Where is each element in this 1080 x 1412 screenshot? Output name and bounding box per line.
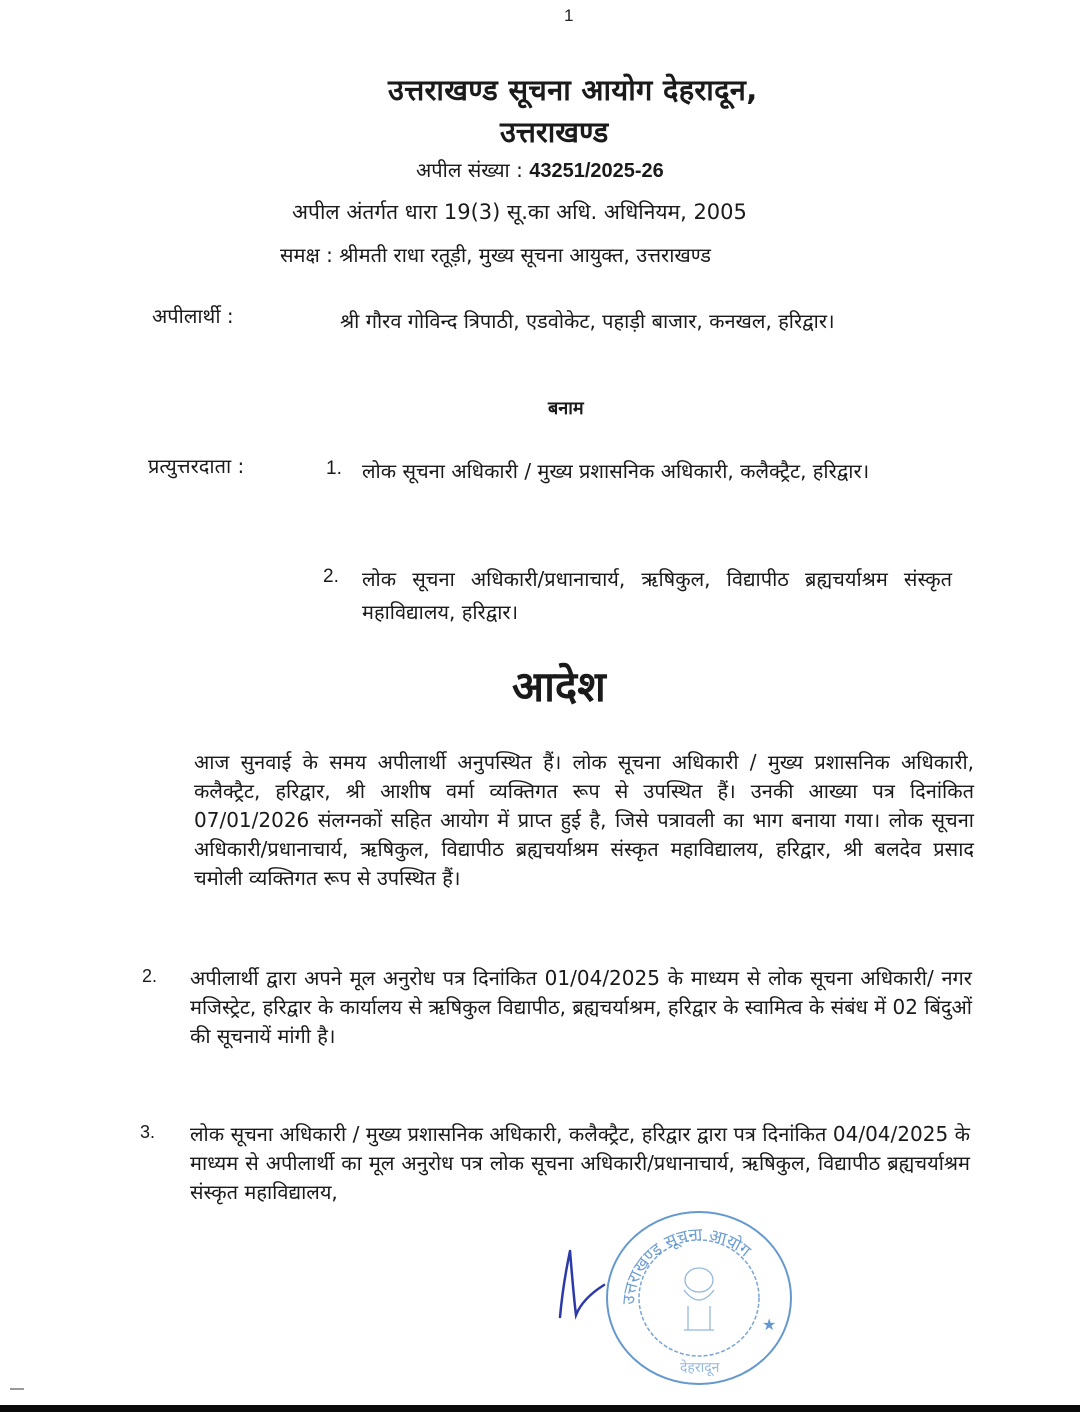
order-paragraph-3: लोक सूचना अधिकारी / मुख्य प्रशासनिक अधिकारी, कलैक्ट्रैट, हरिद्वार द्वारा पत्र दिनांकित 04/04/2025 के माध्यम से अपीलार्थी का मूल अनुरोध पत्र लोक सूचना अधिकारी/प्रधानाचार्य, ऋषिकुल, विद्यापीठ ब्रह्यचर्याश्रम संस्कृत महाविद्यालय, (190, 1122, 970, 1204)
seal-city-text: देहरादून (680, 1360, 720, 1376)
presiding-officer: समक्ष : श्रीमती राधा रतूड़ी, मुख्य सूचना आयुक्त, उत्तराखण्ड (280, 243, 711, 267)
respondent-1: लोक सूचना अधिकारी / मुख्य प्रशासनिक अधिकारी, कलैक्ट्रैट, हरिद्वार। (362, 459, 870, 483)
appeal-number-label: अपील संख्या : (416, 158, 530, 182)
respondent-2: लोक सूचना अधिकारी/प्रधानाचार्य, ऋषिकुल, विद्यापीठ ब्रह्यचर्याश्रम संस्कृत महाविद्यालय, हरिद्वार। (362, 567, 952, 624)
commission-title: उत्तराखण्ड सूचना आयोग देहरादून, (388, 73, 758, 107)
versus-heading: बनाम (548, 398, 584, 419)
respondents-label: प्रत्युत्तरदाता : (148, 454, 245, 478)
appeal-number: 43251/2025-26 (529, 160, 664, 182)
respondent-number: 1. (326, 458, 342, 479)
section-reference: अपील अंतर्गत धारा 19(3) सू.का अधि. अधिनियम, 2005 (292, 200, 747, 224)
appellant-details: श्री गौरव गोविन्द त्रिपाठी, एडवोकेट, पहाड़ी बाजार, कनखल, हरिद्वार। (340, 309, 835, 333)
paragraph-number: 2. (142, 966, 158, 986)
star-icon: ★ (762, 1315, 777, 1334)
official-seal-stamp (604, 1210, 794, 1386)
order-paragraph-1: आज सुनवाई के समय अपीलार्थी अनुपस्थित हैं। लोक सूचना अधिकारी / मुख्य प्रशासनिक अधिकारी, कलैक्ट्रैट, हरिद्वार, श्री आशीष वर्मा व्यक्तिगत रूप से उपस्थित हैं। उनकी आख्या पत्र दिनांकित 07/01/2026 संलग्नकों सहित आयोग में प्राप्त हुई है, जिसे पत्रावली का भाग बनाया गया। लोक सूचना अधिकारी/प्रधानाचार्य, ऋषिकुल, विद्यापीठ ब्रह्यचर्याश्रम संस्कृत महाविद्यालय, हरिद्वार, श्री बलदेव प्रसाद चमोली व्यक्तिगत रूप से उपस्थित हैं। (194, 750, 974, 890)
appellant-label: अपीलार्थी : (152, 304, 234, 328)
order-paragraph-2: अपीलार्थी द्वारा अपने मूल अनुरोध पत्र दिनांकित 01/04/2025 के माध्यम से लोक सूचना अधिकारी/ नगर मजिस्ट्रेट, हरिद्वार के कार्यालय से ऋषिकुल विद्यापीठ, ब्रह्यचर्याश्रम, हरिद्वार के स्वामित्व के संबंध में 02 बिंदुओं की सूचनायें मांगी है। (190, 966, 972, 1048)
paragraph-number: 3. (140, 1122, 156, 1142)
order-heading: आदेश (512, 662, 606, 711)
respondent-number: 2. (323, 566, 339, 587)
appeal-number-line (416, 156, 664, 183)
seal-ring-text: उत्तराखण्ड सूचना आयोग (618, 1224, 755, 1306)
commission-title-state: उत्तराखण्ड (500, 115, 609, 149)
scan-mark (10, 1388, 24, 1390)
page-number: 1 (564, 6, 574, 25)
scan-border (0, 1405, 1080, 1412)
emblem-icon (684, 1268, 714, 1330)
